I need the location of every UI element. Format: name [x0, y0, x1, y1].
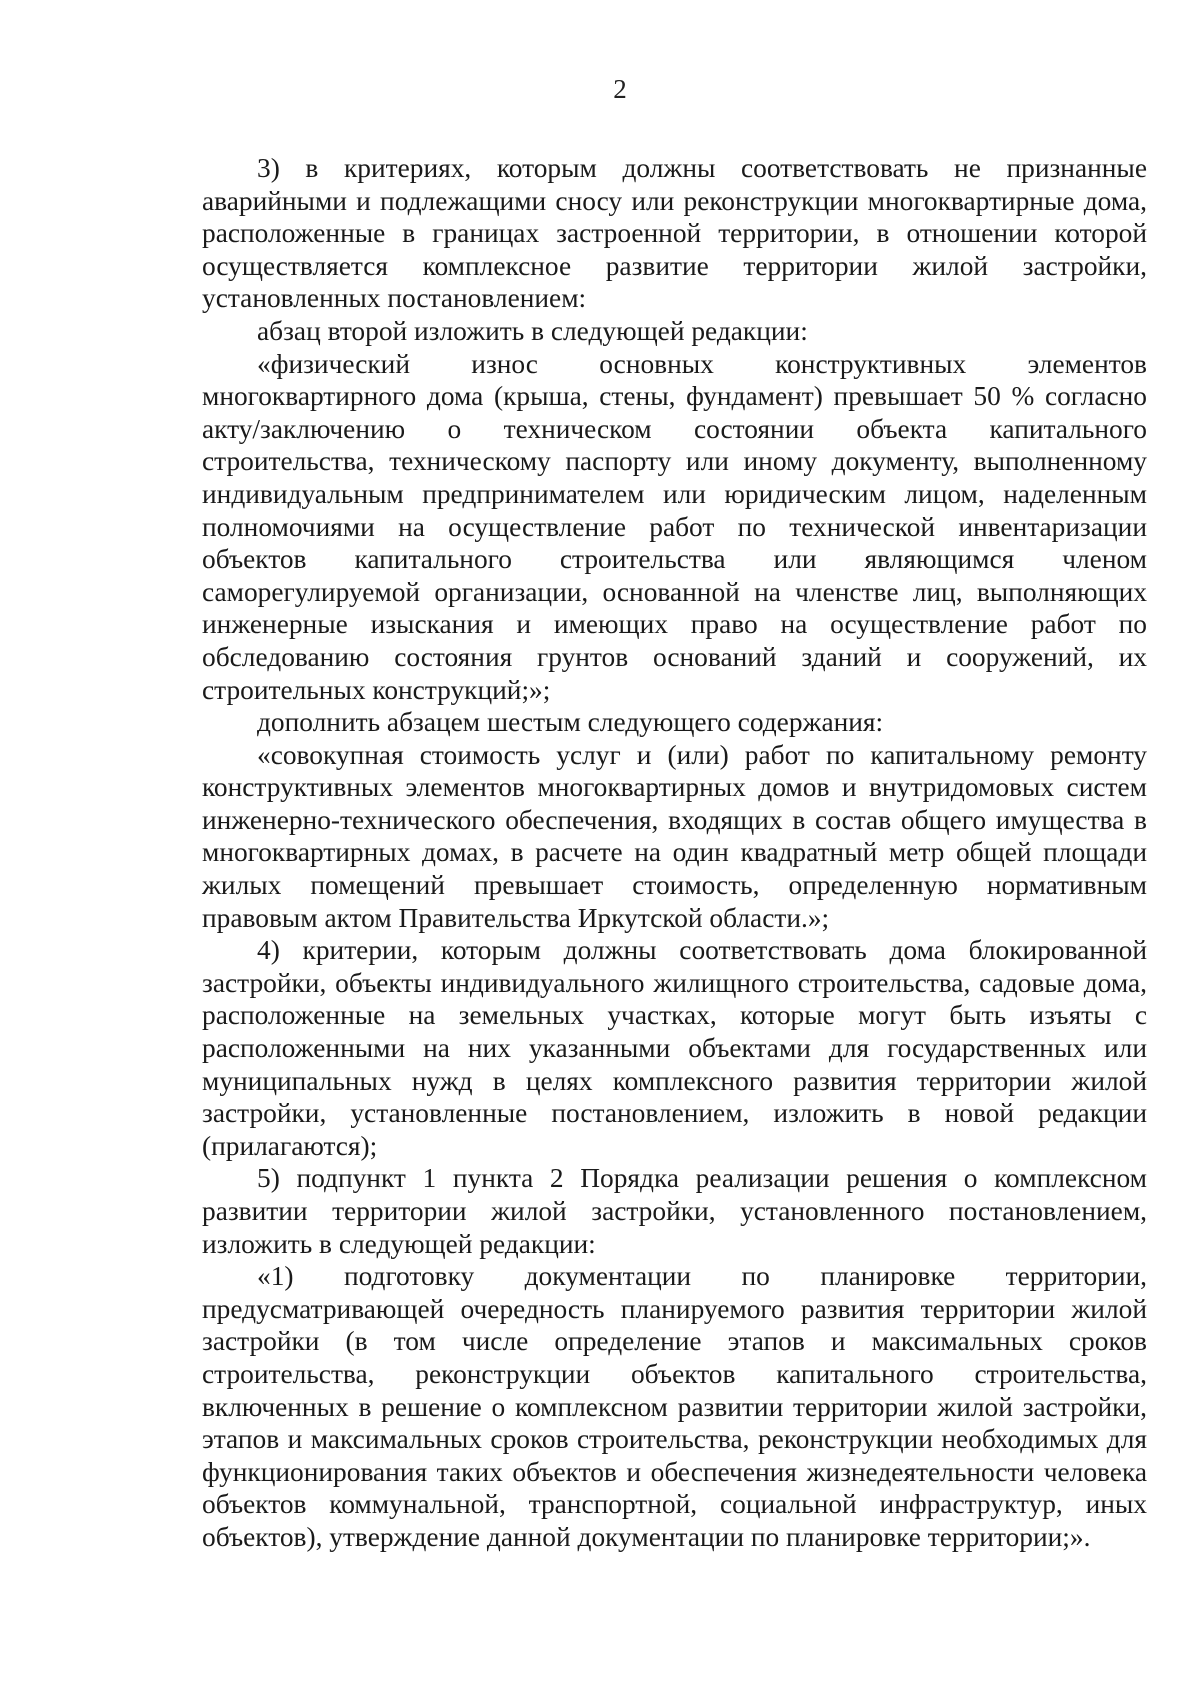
page-number: 2 [613, 74, 627, 104]
document-body [202, 152, 1147, 1554]
paragraph-physical-wear-quote: «физический износ основных конструктивных элементов многоквартирного дома (крыша, стены, фундамент) превышает 50 % согласно акту/заключению о техническом состоянии объекта капитального строительства, техническому паспорту или иному документу, выполненному индивидуальным предпринимателем или юридическим лицом, наделенным полномочиями на осуществление работ по технической инвентаризации объектов капитального строительства или являющимся членом саморегулируемой организации, основанной на членстве лиц, выполняющих инженерные изыскания и имеющих право на осуществление работ по обследованию состояния грунтов оснований зданий и сооружений, их строительных конструкций;»; [202, 348, 1147, 705]
paragraph-item-4-criteria-houses: 4) критерии, которым должны соответствовать дома блокированной застройки, объекты индивидуального жилищного строительства, садовые дома, расположенные на земельных участках, которые могут быть изъяты с расположенными на них указанными объектами для государственных или муниципальных нужд в целях комплексного развития территории жилой застройки, установленные постановлением, изложить в новой редакции (прилагаются); [202, 935, 1147, 1161]
paragraph-item-3-criteria-apartment-buildings: 3) в критериях, которым должны соответствовать не признанные аварийными и подлежащими сносу или реконструкции многоквартирные дома, расположенные в границах застроенной территории, в отношении которой осуществляется комплексное развитие территории жилой застройки, установленных постановлением: [202, 153, 1147, 314]
paragraph-paragraph-two-instruction: абзац второй изложить в следующей редакции: [257, 315, 808, 346]
paragraph-item-5-procedure: 5) подпункт 1 пункта 2 Порядка реализации решения о комплексном развитии территории жилой застройки, установленного постановлением, изложить в следующей редакции: [202, 1163, 1147, 1259]
paragraph-planning-documentation-quote: «1) подготовку документации по планировке территории, предусматривающей очередность планируемого развития территории жилой застройки (в том числе определение этапов и максимальных сроков строительства, реконструкции объектов капитального строительства, включенных в решение о комплексном развитии территории жилой застройки, этапов и максимальных сроков строительства, реконструкции необходимых для функционирования таких объектов и обеспечения жизнедеятельности человека объектов коммунальной, транспортной, социальной инфраструктур, иных объектов), утверждение данной документации по планировке территории;». [202, 1261, 1147, 1552]
paragraph-total-cost-quote: «совокупная стоимость услуг и (или) работ по капитальному ремонту конструктивных элементов многоквартирных домов и внутридомовых систем инженерно-технического обеспечения, входящих в состав общего имущества в многоквартирных домах, в расчете на один квадратный метр общей площади жилых помещений превышает стоимость, определенную нормативным правовым актом Правительства Иркутской области.»; [202, 739, 1147, 933]
paragraph-add-sixth-paragraph-instruction: дополнить абзацем шестым следующего содержания: [257, 707, 884, 738]
